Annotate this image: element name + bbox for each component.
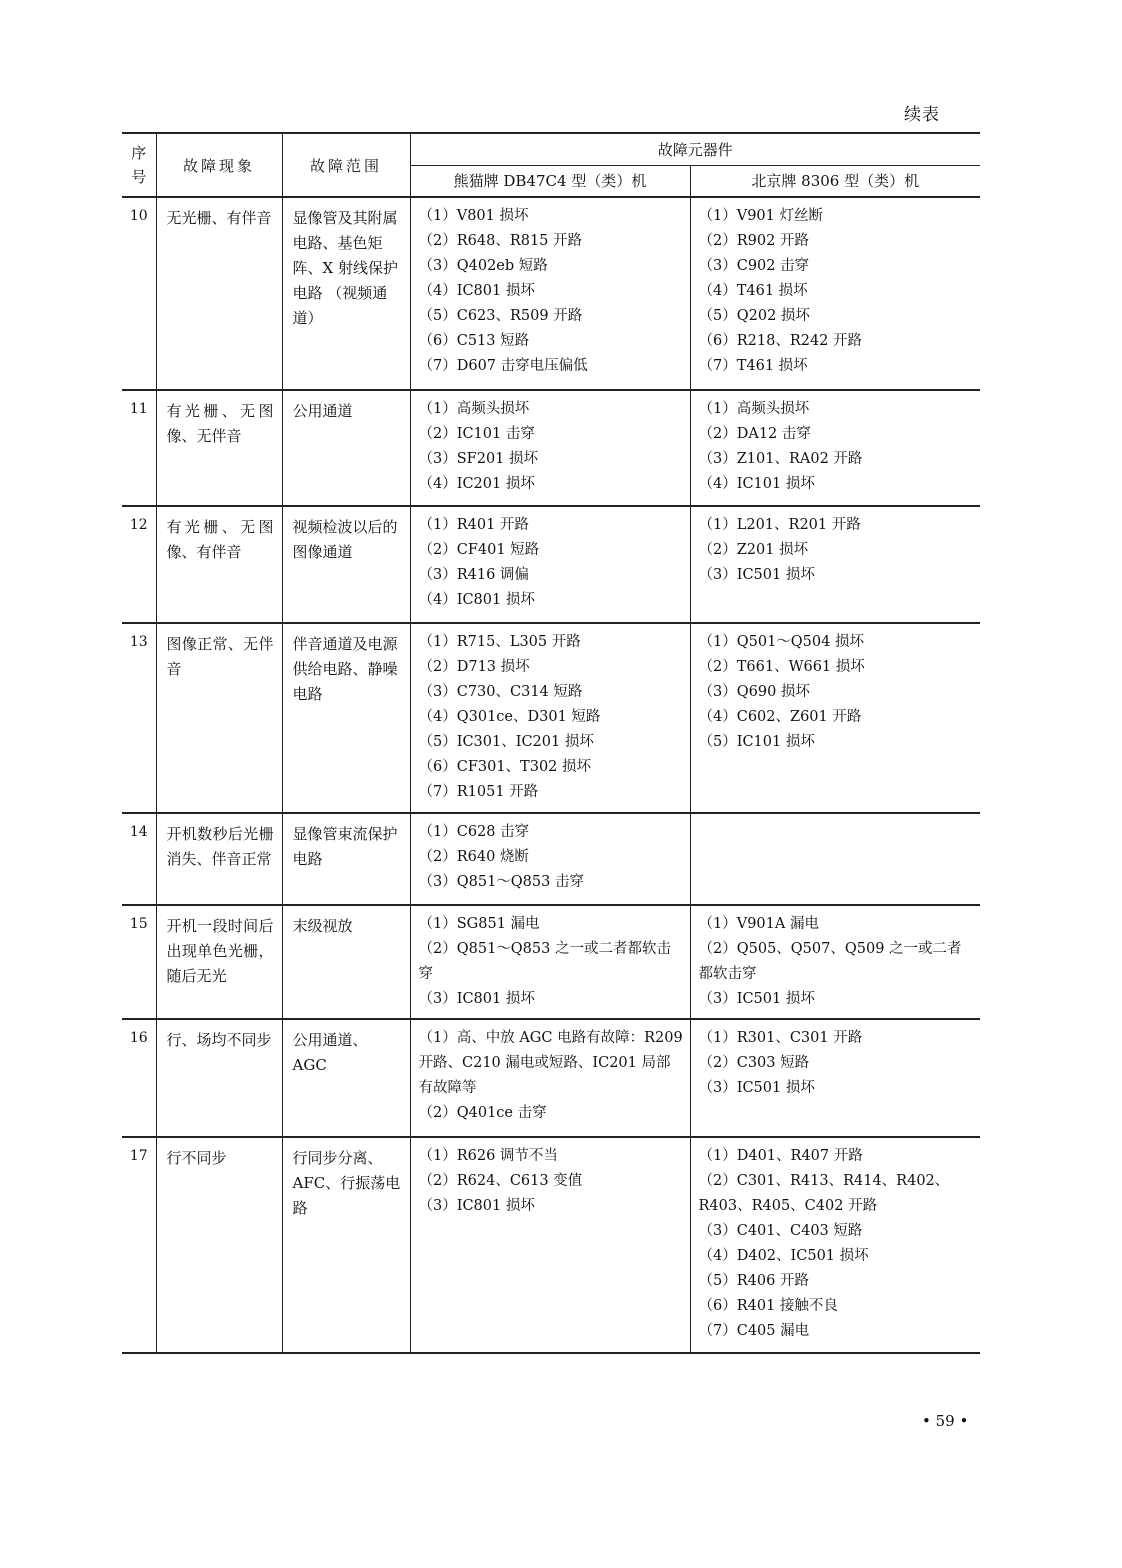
row-number: 17	[122, 1137, 156, 1353]
continued-label: 续表	[904, 105, 940, 125]
part-item: （3）IC801 损坏	[418, 1198, 535, 1214]
part-item: （7）R1051 开路	[418, 784, 539, 800]
fault-table	[122, 132, 980, 1354]
fault-range: 公用通道、AGC	[282, 1019, 410, 1137]
fault-range: 公用通道	[282, 390, 410, 506]
part-item: （6）C513 短路	[418, 333, 530, 349]
part-item: （5）IC101 损坏	[698, 734, 815, 750]
part-item: （3）C902 击穿	[698, 258, 810, 274]
part-item: （1）R715、L305 开路	[418, 634, 581, 650]
part-item: （4）IC801 损坏	[418, 283, 535, 299]
part-item: （3）R416 调偏	[418, 567, 529, 583]
part-item: （3）IC501 损坏	[698, 567, 815, 583]
part-item: （4）C602、Z601 开路	[698, 709, 862, 725]
part-item: （2）R624、C613 变值	[418, 1173, 583, 1189]
part-item: （2）Z201 损坏	[698, 542, 809, 558]
table-row	[122, 197, 980, 390]
part-item: （1）C628 击穿	[418, 824, 530, 840]
fault-range: 视频检波以后的图像通道	[282, 506, 410, 623]
part-item: （4）IC201 损坏	[418, 476, 535, 492]
part-item: （7）C405 漏电	[698, 1323, 810, 1339]
fault-symptom: 开机一段时间后出现单色光栅，随后无光	[156, 905, 282, 1019]
col-header-range: 故障范围	[282, 133, 410, 197]
part-item: （1）R301、C301 开路	[698, 1030, 863, 1046]
row-number: 13	[122, 623, 156, 813]
part-item: （3）IC801 损坏	[418, 991, 535, 1007]
parts-list-model-a	[410, 905, 690, 1019]
part-item: （2）T661、W661 损坏	[698, 659, 865, 675]
part-item: （2）IC101 击穿	[418, 426, 535, 442]
parts-list-model-b	[690, 1019, 980, 1137]
part-item: （6）R218、R242 开路	[698, 333, 863, 349]
fault-symptom: 图像正常、无伴音	[156, 623, 282, 813]
parts-list-model-a	[410, 1019, 690, 1137]
part-item: （3）Z101、RA02 开路	[698, 451, 863, 467]
parts-list-model-a	[410, 390, 690, 506]
fault-range: 显像管束流保护电路	[282, 813, 410, 905]
parts-list-model-b	[690, 813, 980, 905]
part-item: （5）Q202 损坏	[698, 308, 810, 324]
parts-list-model-b	[690, 506, 980, 623]
part-item: （7）D607 击穿电压偏低	[418, 358, 588, 374]
col-header-parts: 故障元器件	[410, 133, 980, 165]
parts-list-model-a	[410, 1137, 690, 1353]
fault-range: 伴音通道及电源供给电路、静噪电路	[282, 623, 410, 813]
fault-symptom: 有光栅、无图像、有伴音	[156, 506, 282, 623]
parts-list-model-b	[690, 623, 980, 813]
part-item: （3）C401、C403 短路	[698, 1223, 863, 1239]
part-item: （6）CF301、T302 损坏	[418, 759, 592, 775]
row-number: 10	[122, 197, 156, 390]
table-row	[122, 813, 980, 905]
part-item: （1）D401、R407 开路	[698, 1148, 863, 1164]
part-item: （1）Q501～Q504 损坏	[698, 634, 864, 650]
fault-range: 末级视放	[282, 905, 410, 1019]
part-item: （5）IC301、IC201 损坏	[418, 734, 594, 750]
parts-list-model-b	[690, 905, 980, 1019]
fault-range: 行同步分离、AFC、行振荡电路	[282, 1137, 410, 1353]
col-header-model-b: 北京牌 8306 型（类）机	[690, 165, 980, 197]
table-row	[122, 1137, 980, 1353]
row-number: 14	[122, 813, 156, 905]
page-number: • 59 •	[922, 1412, 969, 1430]
part-item: （1）R626 调节不当	[418, 1148, 558, 1164]
part-item: （5）C623、R509 开路	[418, 308, 583, 324]
part-item: （1）SG851 漏电	[418, 916, 540, 932]
part-item: （3）IC501 损坏	[698, 991, 815, 1007]
fault-symptom: 无光栅、有伴音	[156, 197, 282, 390]
table-row	[122, 623, 980, 813]
table-row	[122, 905, 980, 1019]
fault-range: 显像管及其附属电路、基色矩阵、X 射线保护电路 （视频通道）	[282, 197, 410, 390]
row-number: 12	[122, 506, 156, 623]
part-item: （1）高频头损坏	[418, 401, 530, 417]
part-item: （2）R640 烧断	[418, 849, 529, 865]
parts-list-model-b	[690, 1137, 980, 1353]
fault-symptom: 行不同步	[156, 1137, 282, 1353]
part-item: （2）Q851～Q853 之一或二者都软击穿	[418, 941, 671, 982]
part-item: （2）R902 开路	[698, 233, 809, 249]
part-item: （4）IC801 损坏	[418, 592, 535, 608]
part-item: （3）IC501 损坏	[698, 1080, 815, 1096]
part-item: （4）T461 损坏	[698, 283, 808, 299]
part-item: （6）R401 接触不良	[698, 1298, 838, 1314]
part-item: （2）C301、R413、R414、R402、R403、R405、C402 开路	[698, 1173, 950, 1214]
parts-list-model-a	[410, 506, 690, 623]
part-item: （3）Q851～Q853 击穿	[418, 874, 584, 890]
part-item: （1）V901 灯丝断	[698, 208, 823, 224]
part-item: （3）Q690 损坏	[698, 684, 810, 700]
table-row	[122, 390, 980, 506]
part-item: （3）C730、C314 短路	[418, 684, 583, 700]
part-item: （4）Q301ce、D301 短路	[418, 709, 601, 725]
part-item: （2）Q505、Q507、Q509 之一或二者都软击穿	[698, 941, 962, 982]
parts-list-model-b	[690, 390, 980, 506]
part-item: （1）高、中放 AGC 电路有故障：R209 开路、C210 漏电或短路、IC201 局部有故障等	[418, 1030, 688, 1096]
part-item: （2）Q401ce 击穿	[418, 1105, 547, 1121]
row-number: 11	[122, 390, 156, 506]
col-header-symptom: 故障现象	[156, 133, 282, 197]
table-row	[122, 1019, 980, 1137]
part-item: （2）C303 短路	[698, 1055, 810, 1071]
part-item: （1）V801 损坏	[418, 208, 529, 224]
part-item: （5）R406 开路	[698, 1273, 809, 1289]
part-item: （2）DA12 击穿	[698, 426, 811, 442]
fault-symptom: 开机数秒后光栅消失、伴音正常	[156, 813, 282, 905]
part-item: （2）D713 损坏	[418, 659, 530, 675]
row-number: 15	[122, 905, 156, 1019]
table-row	[122, 506, 980, 623]
col-header-model-a: 熊猫牌 DB47C4 型（类）机	[410, 165, 690, 197]
parts-list-model-a	[410, 623, 690, 813]
part-item: （2）CF401 短路	[418, 542, 540, 558]
part-item: （4）D402、IC501 损坏	[698, 1248, 869, 1264]
part-item: （1）V901A 漏电	[698, 916, 819, 932]
part-item: （3）Q402eb 短路	[418, 258, 548, 274]
parts-list-model-a	[410, 813, 690, 905]
part-item: （7）T461 损坏	[698, 358, 808, 374]
col-header-no: 序号	[122, 133, 156, 197]
part-item: （2）R648、R815 开路	[418, 233, 583, 249]
fault-symptom: 行、场均不同步	[156, 1019, 282, 1137]
parts-list-model-a	[410, 197, 690, 390]
part-item: （4）IC101 损坏	[698, 476, 815, 492]
fault-symptom: 有光栅、无图像、无伴音	[156, 390, 282, 506]
parts-list-model-b	[690, 197, 980, 390]
row-number: 16	[122, 1019, 156, 1137]
part-item: （1）高频头损坏	[698, 401, 810, 417]
part-item: （3）SF201 损坏	[418, 451, 539, 467]
part-item: （1）L201、R201 开路	[698, 517, 861, 533]
part-item: （1）R401 开路	[418, 517, 529, 533]
